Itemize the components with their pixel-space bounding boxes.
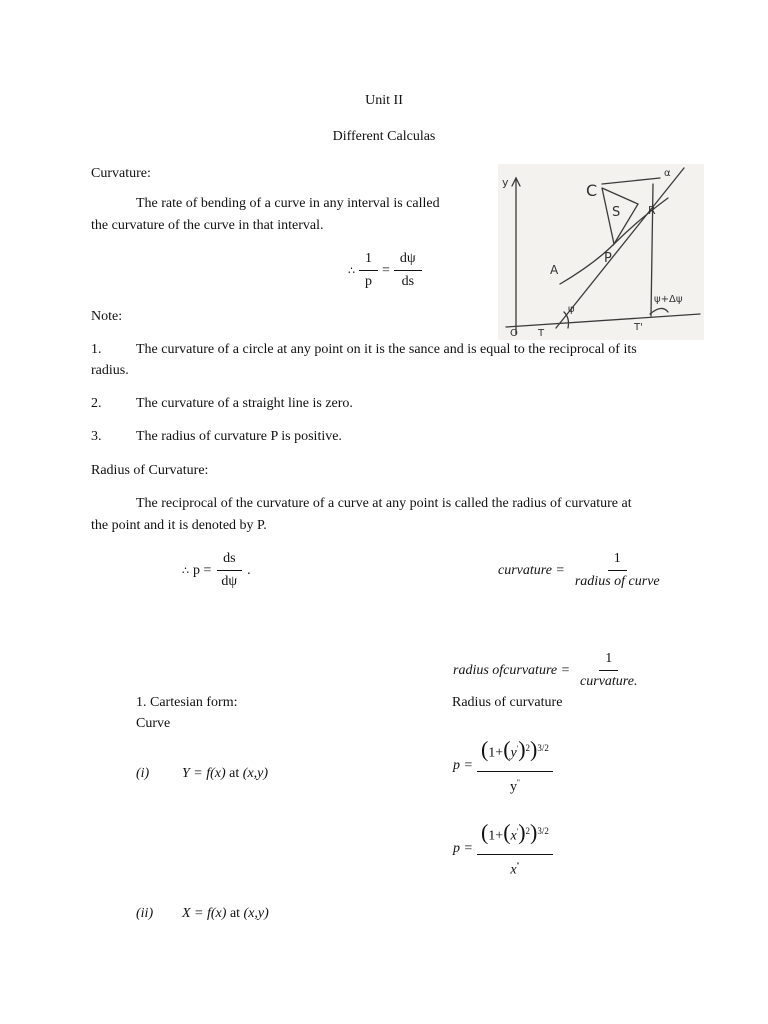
curvature-sketch-image: [498, 164, 704, 340]
formula-denominator: [504, 855, 525, 880]
case-1-expression: [182, 766, 268, 782]
formula-fraction: [477, 735, 553, 796]
curvature-equation: [348, 250, 422, 291]
curvature-rhs-fraction: [394, 250, 422, 291]
formula-fraction: [477, 818, 553, 879]
case-point: (x,y): [242, 766, 269, 781]
radius-reciprocal-equation: [453, 650, 643, 691]
fraction-numerator: ds: [217, 550, 241, 571]
radius-definition-line1: The reciprocal of the curvature of a curve at any point is called the radius of curvature at: [136, 496, 632, 511]
formula-var: y: [510, 745, 517, 761]
radius-eq-lhs: p =: [193, 562, 212, 578]
sketch-label-o: O: [510, 328, 518, 339]
equation-fraction: [569, 550, 666, 591]
sketch-label-t: T: [538, 328, 545, 339]
curvature-definition-line2: the curvature of the curve in that interval.: [91, 218, 324, 233]
page-title: Different Calculas: [332, 129, 436, 144]
formula-1: [453, 735, 553, 796]
radius-equation: [182, 550, 251, 591]
case-2-label: (ii): [136, 906, 154, 921]
formula-numerator: $(1+(y')^2)^{3/2}$: [477, 735, 553, 772]
case-expr: X = f(x): [182, 906, 227, 921]
equation-fraction: [574, 650, 643, 691]
radius-heading: Radius of Curvature:: [91, 463, 209, 478]
formula-lhs: p =: [453, 757, 473, 773]
sketch-label-p: P: [604, 251, 612, 266]
case-expr: Y = f(x): [182, 766, 226, 781]
fraction-denominator: ds: [401, 274, 415, 289]
sketch-label-s: S: [612, 205, 621, 220]
power-exponent: 3/2: [537, 826, 549, 836]
sketch-label-t-prime: T': [634, 322, 643, 333]
one-plus: 1+: [488, 745, 504, 761]
radius-eq-tail: .: [247, 562, 251, 578]
fraction-numerator: 1: [608, 550, 627, 571]
curvature-reciprocal-equation: [498, 550, 666, 591]
unit-title: Unit II: [365, 93, 403, 108]
fraction-denominator: curvature.: [580, 674, 638, 689]
formula-numerator: $(1+(x')^2)^{3/2}$: [477, 818, 553, 855]
formula-var: x: [510, 828, 517, 844]
note-item-2-text: The curvature of a straight line is zero.: [136, 396, 353, 411]
curvature-lhs-fraction: [359, 250, 378, 291]
curvature-definition-line1: The rate of bending of a curve in any interval is called: [136, 196, 440, 211]
power-exponent: 3/2: [537, 743, 549, 753]
equation-lhs: radius ofcurvature =: [453, 662, 571, 678]
note-item-3-text: The radius of curvature P is positive.: [136, 429, 342, 444]
formula-den-var: x: [510, 862, 517, 878]
note-item-2-number: 2.: [91, 396, 102, 411]
therefore-symbol: ∴: [348, 265, 355, 277]
fraction-denominator: p: [365, 274, 372, 289]
one-plus: 1+: [488, 828, 504, 844]
formula-2: [453, 818, 553, 879]
prime-mark: ': [516, 827, 519, 836]
double-prime-mark: '': [516, 860, 520, 870]
note-item-1-text: The curvature of a circle at any point on it is the sance and is equal to the reciprocal of its: [136, 342, 637, 357]
double-prime-mark: '': [516, 777, 520, 787]
square-exponent: 2: [525, 743, 531, 753]
note-heading: Note:: [91, 309, 123, 324]
cartesian-heading: 1. Cartesian form:: [136, 695, 238, 710]
sketch-label-r: R: [648, 204, 656, 217]
square-exponent: 2: [525, 826, 531, 836]
formula-denominator: [504, 772, 526, 797]
equation-lhs: curvature =: [498, 562, 565, 578]
sketch-label-alpha: α: [664, 168, 671, 179]
prime-mark: ': [516, 744, 519, 753]
sketch-label-a: A: [550, 263, 559, 277]
fraction-denominator: radius of curve: [574, 574, 660, 589]
sketch-label-c: C: [586, 181, 598, 200]
note-item-1-text-cont: radius.: [91, 363, 129, 378]
formula-den-var: y: [509, 779, 517, 795]
equals-sign: =: [382, 262, 390, 278]
curvature-heading: Curvature:: [91, 166, 151, 181]
sketch-label-y: y: [502, 176, 509, 189]
case-1-label: (i): [136, 766, 150, 781]
case-at: at: [229, 766, 240, 781]
formula-lhs: p =: [453, 840, 473, 856]
note-item-3-number: 3.: [91, 429, 102, 444]
radius-definition-line2: the point and it is denoted by P.: [91, 518, 267, 533]
therefore-symbol: ∴: [182, 565, 189, 577]
case-at: at: [229, 906, 241, 921]
curve-column-heading: Curve: [136, 716, 171, 731]
radius-column-heading: Radius of curvature: [452, 695, 563, 710]
note-item-1-number: 1.: [91, 342, 102, 357]
case-point: (x,y): [243, 906, 269, 921]
fraction-denominator: dψ: [221, 574, 238, 589]
radius-eq-fraction: [215, 550, 243, 591]
sketch-label-psi-delta: ψ+Δψ: [654, 294, 683, 305]
fraction-numerator: 1: [359, 250, 378, 271]
sketch-label-psi: ψ: [568, 304, 575, 315]
fraction-numerator: dψ: [394, 250, 422, 271]
fraction-numerator: 1: [599, 650, 618, 671]
case-2-expression: [182, 906, 269, 922]
